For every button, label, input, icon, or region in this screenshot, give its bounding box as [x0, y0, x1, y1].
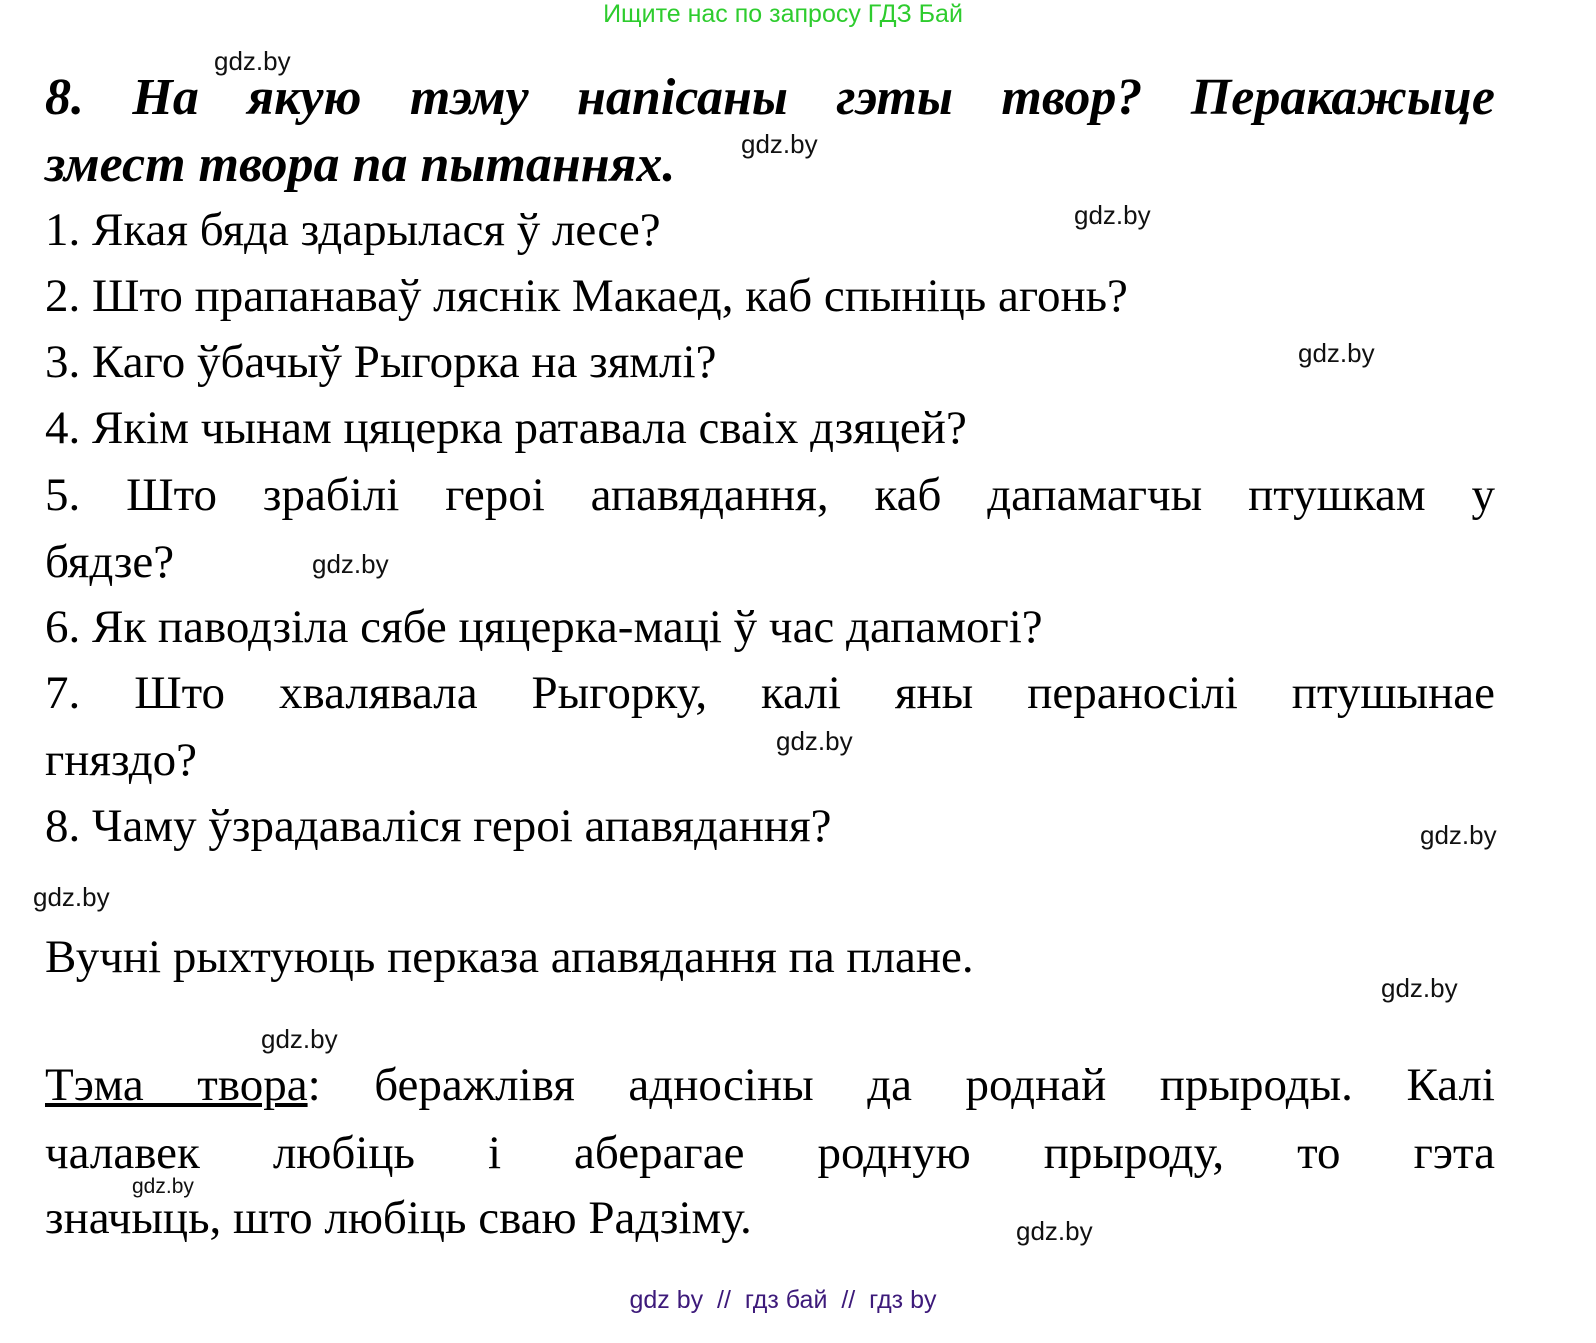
- footer-text: gdz by // гдз бай // гдз by: [629, 1286, 937, 1314]
- question-5: 5. Што зрабілі героі апавядання, каб дапамагчы птушкам у: [45, 469, 1495, 521]
- watermark: gdz.by: [1298, 338, 1375, 368]
- heading-line-1: 8. На якую тэму напісаны гэты твор? Перакажыце: [45, 69, 1495, 126]
- watermark: gdz.by: [1420, 820, 1497, 850]
- watermark: gdz.by: [1016, 1216, 1093, 1246]
- answer-text: Вучні рыхтуюць перказа апавядання па плане.: [45, 931, 974, 983]
- theme-line-2: чалавек любіць і аберагае родную прыроду, то гэта: [45, 1127, 1495, 1179]
- watermark: gdz.by: [741, 129, 818, 159]
- watermark: gdz.by: [132, 1175, 194, 1198]
- question-1: 1. Якая бяда здарылася ў лесе?: [45, 204, 661, 256]
- theme-label: Тэма твора: [45, 1059, 308, 1111]
- question-5-cont: бядзе?: [45, 536, 175, 588]
- watermark: gdz.by: [1381, 973, 1458, 1003]
- watermark: gdz.by: [1074, 200, 1151, 230]
- watermark: gdz.by: [214, 46, 291, 76]
- top-banner: Ищите нас по запросу ГДЗ Бай: [603, 0, 963, 28]
- theme-text: беражлівя адносіны да роднай прыроды. Калі: [320, 1059, 1495, 1111]
- theme-line-1: [45, 1057, 1495, 1113]
- watermark: gdz.by: [261, 1024, 338, 1054]
- footer-links: [0, 1286, 1566, 1315]
- question-7-cont: гняздо?: [45, 734, 198, 786]
- theme-line-3: значыць, што любіць сваю Радзіму.: [45, 1192, 752, 1244]
- question-6: 6. Як паводзіла сябе цяцерка-маці ў час дапамогі?: [45, 601, 1043, 653]
- question-3: 3. Каго ўбачыў Рыгорка на зямлі?: [45, 336, 717, 388]
- watermark: gdz.by: [776, 726, 853, 756]
- question-4: 4. Якім чынам цяцерка ратавала сваіх дзяцей?: [45, 402, 967, 454]
- question-2: 2. Што прапанаваў ляснік Макаед, каб спыніць агонь?: [45, 270, 1128, 322]
- watermark: gdz.by: [33, 882, 110, 912]
- theme-colon: :: [307, 1059, 321, 1111]
- watermark: gdz.by: [312, 549, 389, 579]
- question-7: 7. Што хвалявала Рыгорку, калі яны пераносілі птушынае: [45, 667, 1495, 719]
- heading-line-2: змест твора па пытаннях.: [45, 136, 676, 193]
- question-8: 8. Чаму ўзрадаваліся героі апавядання?: [45, 800, 832, 852]
